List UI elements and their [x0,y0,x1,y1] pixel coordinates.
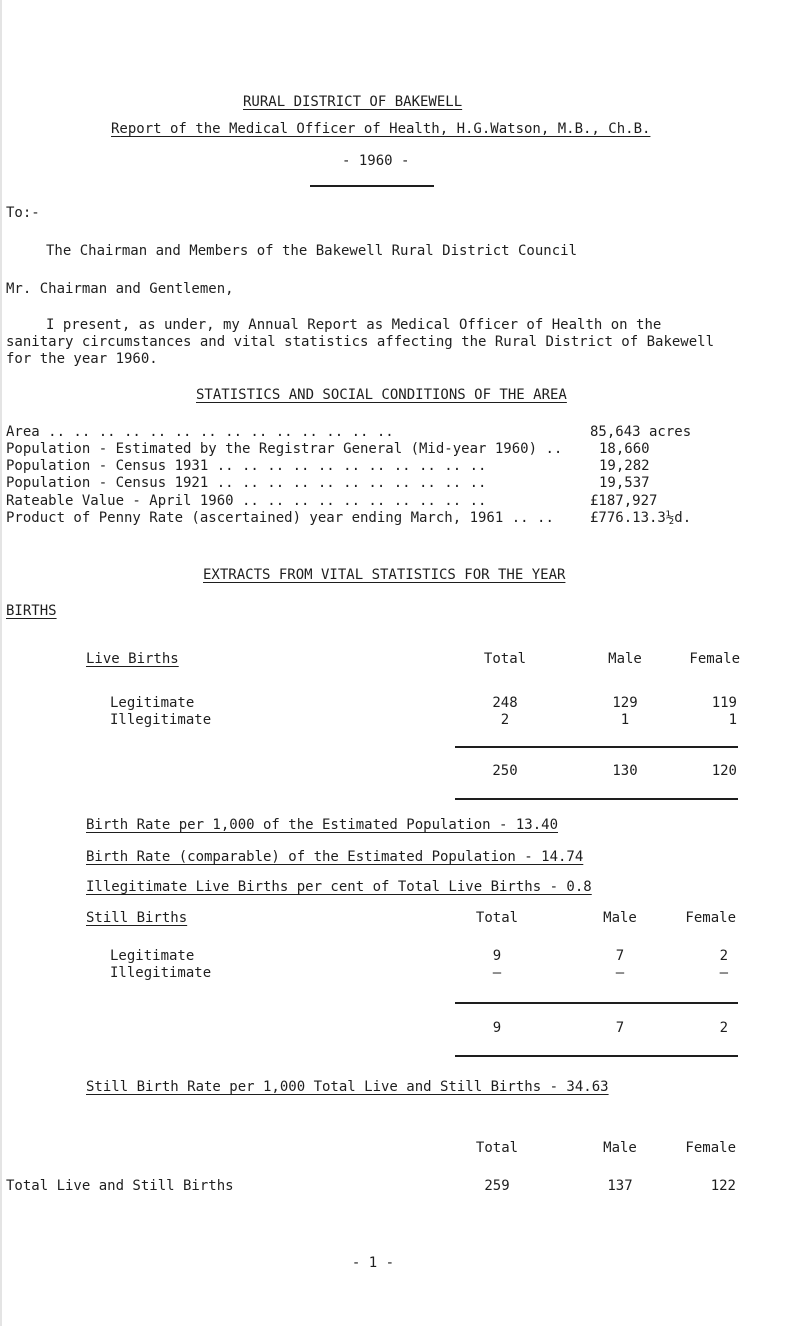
live-total-rule-top [455,746,738,748]
combined-label: Total Live and Still Births [6,1178,234,1194]
cell-female: 119 [711,695,737,711]
cell-total: 248 [492,695,518,711]
col-header-female: Female [685,1140,736,1156]
birth-rate-comparable: Birth Rate (comparable) of the Estimated Population - 14.74 [86,849,584,865]
header-rule [310,185,434,187]
stat-value: 19,537 [599,475,650,491]
live-total-male: 130 [612,763,638,779]
cell-total: – [492,965,502,981]
birth-rate: Birth Rate per 1,000 of the Estimated Population - 13.40 [86,817,559,833]
page-edge [0,0,2,1326]
col-header-male: Male [603,910,637,926]
live-births-title: Live Births [86,651,179,667]
combined-female: 122 [710,1178,736,1194]
extracts-heading: EXTRACTS FROM VITAL STATISTICS FOR THE YEAR [203,567,566,583]
col-header-total: Total [475,1140,519,1156]
col-header-male: Male [608,651,642,667]
statistics-heading: STATISTICS AND SOCIAL CONDITIONS OF THE AREA [196,387,567,403]
live-total: 250 [492,763,518,779]
still-birth-rate: Still Birth Rate per 1,000 Total Live and Still Births - 34.63 [86,1079,609,1095]
col-header-male: Male [603,1140,637,1156]
row-label: Legitimate [110,948,195,964]
stat-label: Product of Penny Rate (ascertained) year ending March, 1961 .. .. [6,510,554,526]
intro-line: I present, as under, my Annual Report as Medical Officer of Health on the [46,317,662,333]
illegitimate-rate: Illegitimate Live Births per cent of Total Live Births - 0.8 [86,879,592,895]
still-total-rule-top [455,1002,738,1004]
cell-total: 2 [500,712,510,728]
combined-male: 137 [607,1178,633,1194]
stat-value: 85,643 acres [590,424,692,440]
intro-line: for the year 1960. [6,351,158,367]
page-number: - 1 - [351,1255,395,1271]
cell-female: 2 [719,948,728,964]
still-births-title: Still Births [86,910,188,926]
col-header-female: Female [689,651,740,667]
row-label: Illegitimate [110,965,212,981]
still-total: 9 [492,1020,502,1036]
greeting: Mr. Chairman and Gentlemen, [6,281,234,297]
stat-value: £776.13.3½d. [590,510,692,526]
stat-label: Population - Estimated by the Registrar General (Mid-year 1960) .. [6,441,563,457]
cell-female: 1 [728,712,737,728]
district-title: RURAL DISTRICT OF BAKEWELL [243,94,463,110]
report-year: - 1960 - [342,153,410,169]
intro-line: sanitary circumstances and vital statistics affecting the Rural District of Bakewell [6,334,715,350]
stat-label: Area .. .. .. .. .. .. .. .. .. .. .. .. .. .. [6,424,394,440]
cell-total: 9 [492,948,502,964]
cell-male: 7 [615,948,625,964]
col-header-total: Total [483,651,527,667]
cell-female: – [719,965,728,981]
stat-value: 19,282 [599,458,650,474]
to-label: To:- [6,205,40,221]
cell-male: – [615,965,625,981]
combined-total: 259 [484,1178,510,1194]
births-heading: BIRTHS [6,603,57,619]
cell-male: 1 [620,712,630,728]
col-header-female: Female [685,910,736,926]
report-title: Report of the Medical Officer of Health, H.G.Watson, M.B., Ch.B. [111,121,651,137]
stat-value: 18,660 [599,441,650,457]
cell-male: 129 [612,695,638,711]
addressee: The Chairman and Members of the Bakewell Rural District Council [46,243,578,259]
still-total-rule-bottom [455,1055,738,1057]
still-total-male: 7 [615,1020,625,1036]
stat-label: Population - Census 1921 .. .. .. .. .. .. .. .. .. .. .. [6,475,487,491]
row-label: Legitimate [110,695,195,711]
stat-value: £187,927 [590,493,658,509]
col-header-total: Total [475,910,519,926]
row-label: Illegitimate [110,712,212,728]
stat-label: Population - Census 1931 .. .. .. .. .. .. .. .. .. .. .. [6,458,487,474]
live-total-rule-bottom [455,798,738,800]
still-total-female: 2 [719,1020,728,1036]
stat-label: Rateable Value - April 1960 .. .. .. .. .. .. .. .. .. .. [6,493,487,509]
live-total-female: 120 [711,763,737,779]
